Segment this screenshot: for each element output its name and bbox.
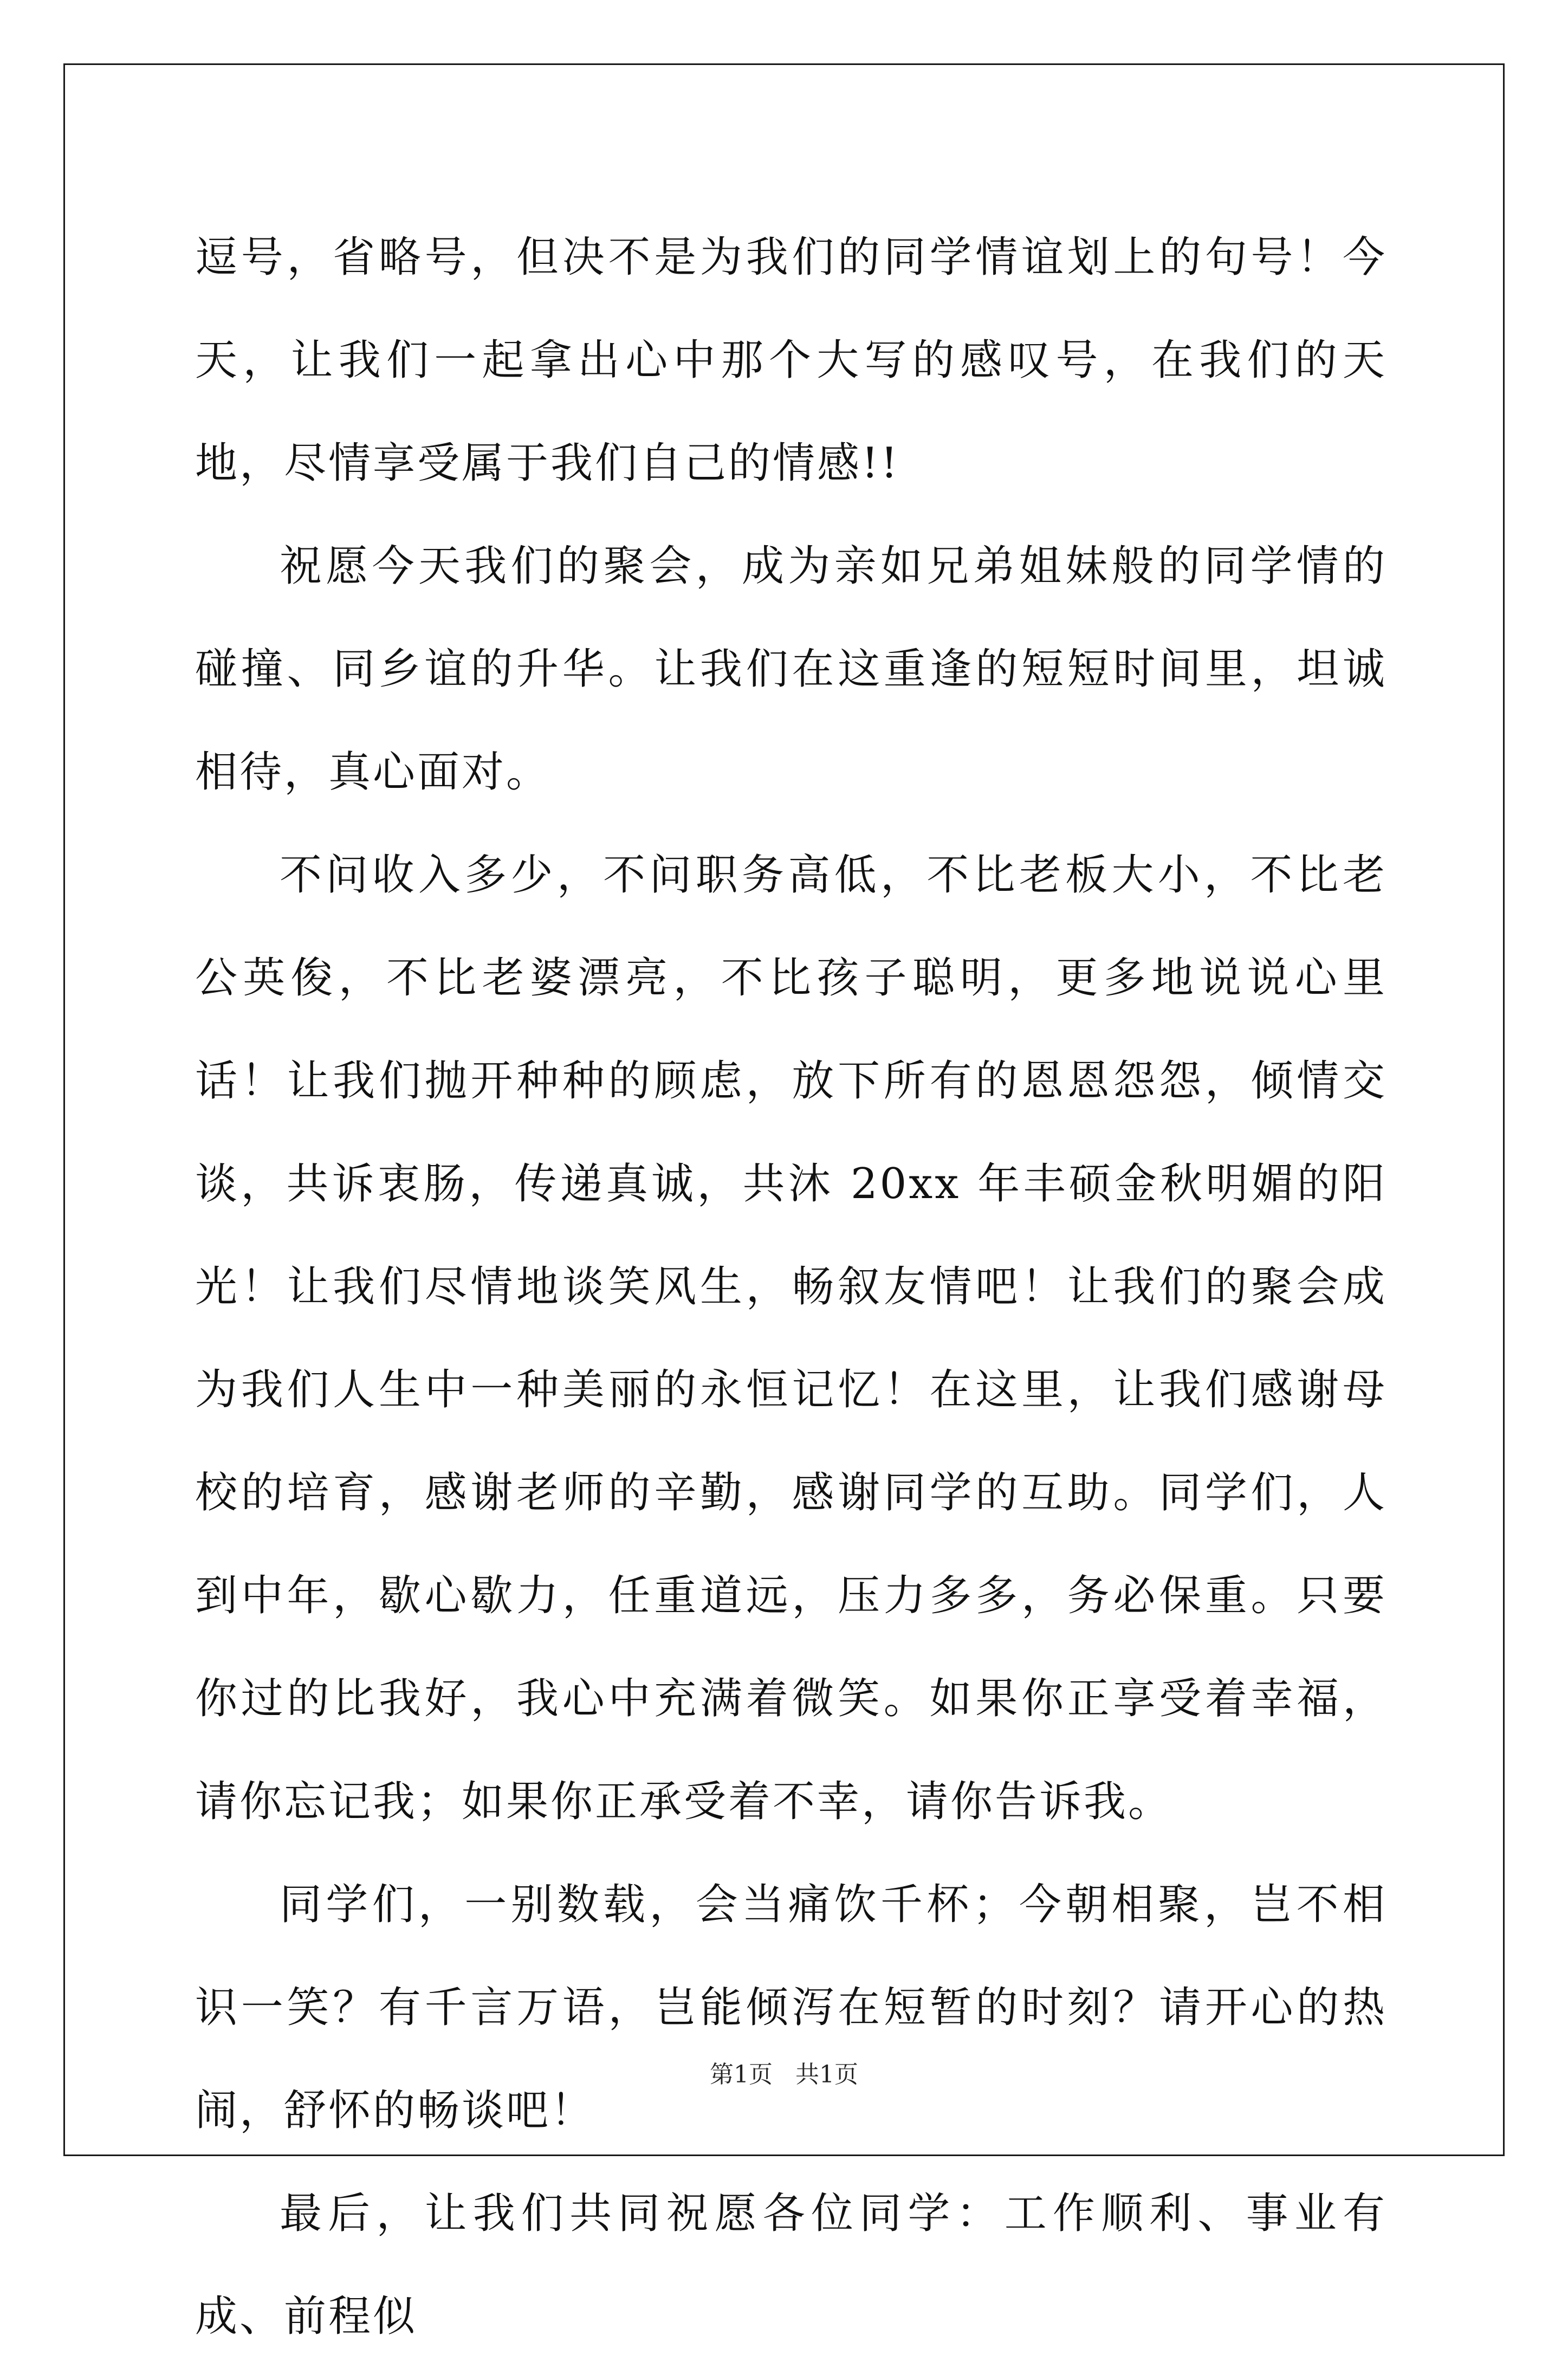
paragraph-1: 逗号，省略号，但决不是为我们的同学情谊划上的句号！今天，让我们一起拿出心中那个大写的感叹号，在我们的天地，尽情享受属于我们自己的情感!!	[195, 233, 1387, 488]
document-body	[195, 206, 1387, 2368]
paragraph-2: 祝愿今天我们的聚会，成为亲如兄弟姐妹般的同学情的碰撞、同乡谊的升华。让我们在这重逢的短短时间里，坦诚相待，真心面对。	[195, 542, 1387, 797]
page-number: 第1页	[710, 2061, 773, 2088]
page-total: 共1页	[795, 2061, 858, 2088]
paragraph-5: 最后，让我们共同祝愿各位同学：工作顺利、事业有成、前程似	[195, 2189, 1387, 2341]
page-footer	[0, 2055, 1568, 2089]
paragraph-4: 同学们，一别数载，会当痛饮千杯；今朝相聚，岂不相识一笑？有千言万语，岂能倾泻在短暂的时刻？请开心的热闹，舒怀的畅谈吧！	[195, 1880, 1387, 2135]
paragraph-3: 不问收入多少，不问职务高低，不比老板大小，不比老公英俊，不比老婆漂亮，不比孩子聪明，更多地说说心里话！让我们抛开种种的顾虑，放下所有的恩恩怨怨，倾情交谈，共诉衷肠，传递真诚，共沐 20xx 年丰硕金秋明媚的阳光！让我们尽情地谈笑风生，畅叙友情吧！让我们的聚会成为我们人生中一种美丽的永恒记忆！在这里，让我们感谢母校的培育，感谢老师的辛勤，感谢同学的互助。同学们，人到中年，歇心歇力，任重道远，压力多多，务必保重。只要你过的比我好，我心中充满着微笑。如果你正享受着幸福，请你忘记我；如果你正承受着不幸，请你告诉我。	[195, 851, 1387, 1826]
